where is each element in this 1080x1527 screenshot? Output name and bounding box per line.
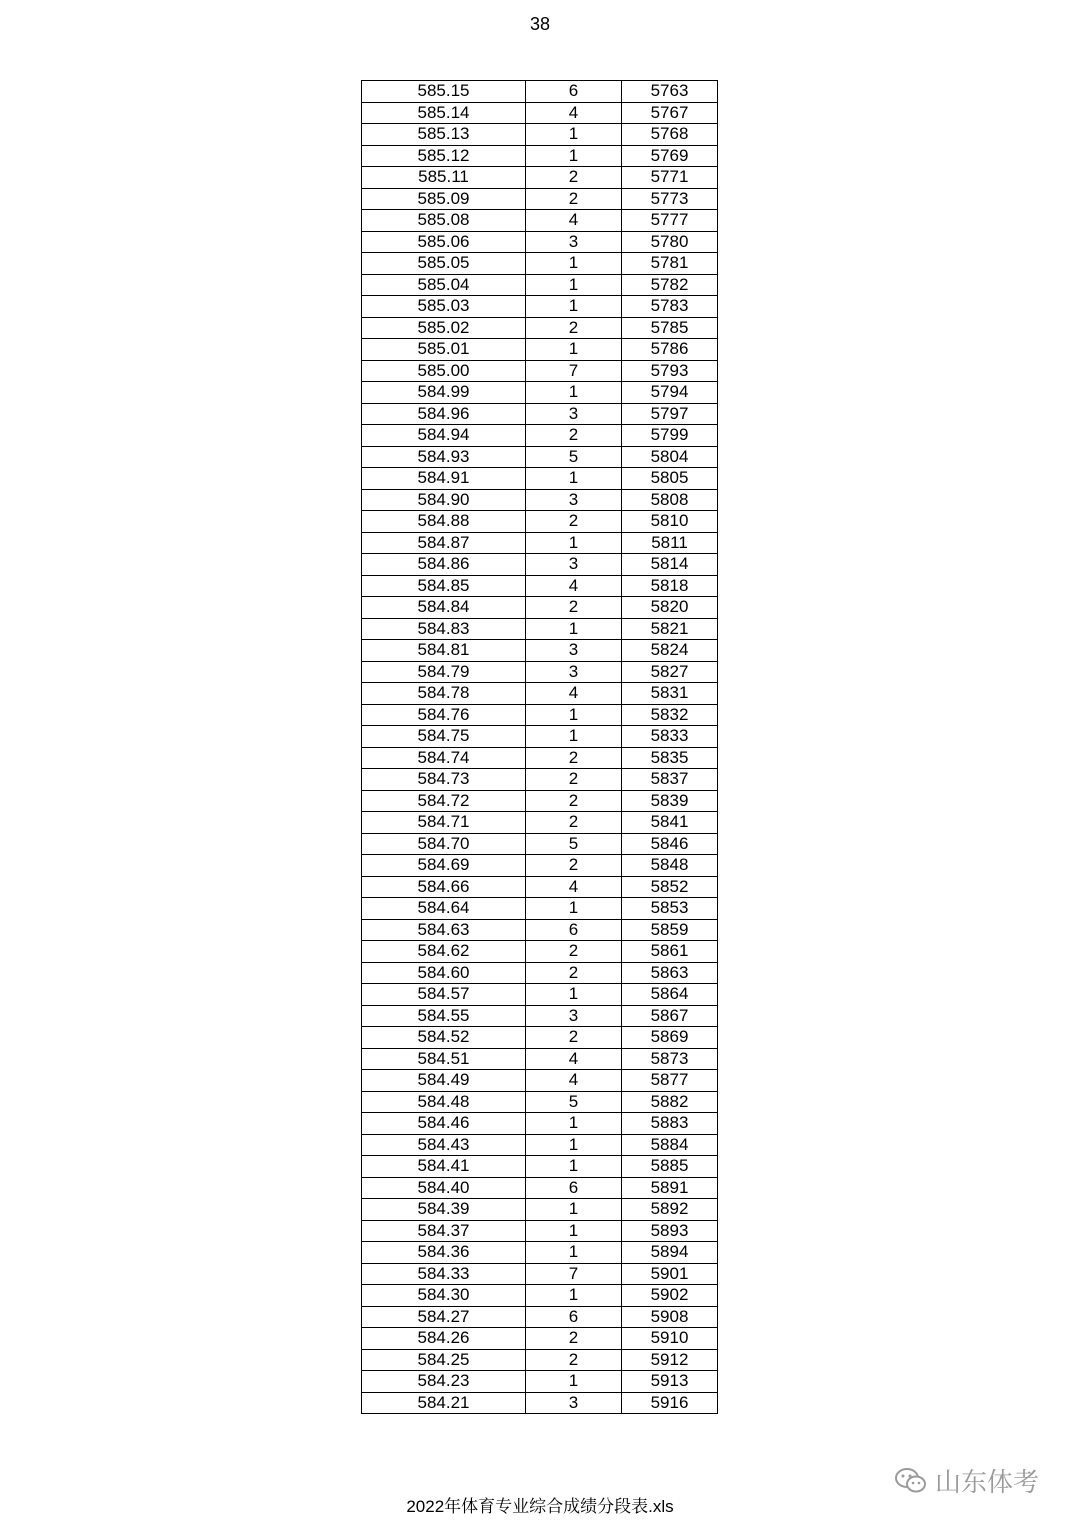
table-row [362,1156,718,1178]
count-cell: 6 [526,81,622,103]
table-row [362,360,718,382]
count-cell: 2 [526,425,622,447]
score-cell: 584.90 [362,489,526,511]
table-row [362,597,718,619]
count-cell: 4 [526,1048,622,1070]
score-cell: 585.06 [362,231,526,253]
cumulative-cell: 5853 [622,898,718,920]
table-row [362,511,718,533]
table-row [362,640,718,662]
count-cell: 2 [526,317,622,339]
count-cell: 2 [526,511,622,533]
score-cell: 584.72 [362,790,526,812]
table-row [362,855,718,877]
score-cell: 584.23 [362,1371,526,1393]
count-cell: 2 [526,941,622,963]
watermark-text: 山东体考 [935,1467,1040,1497]
cumulative-cell: 5894 [622,1242,718,1264]
count-cell: 1 [526,618,622,640]
cumulative-cell: 5846 [622,833,718,855]
count-cell: 1 [526,296,622,318]
count-cell: 2 [526,1027,622,1049]
cumulative-cell: 5864 [622,984,718,1006]
cumulative-cell: 5877 [622,1070,718,1092]
score-cell: 584.86 [362,554,526,576]
cumulative-cell: 5863 [622,962,718,984]
score-cell: 584.83 [362,618,526,640]
footer-filename: 2022年体育专业综合成绩分段表.xls [406,1497,674,1516]
table-row [362,124,718,146]
table-row [362,1027,718,1049]
count-cell: 3 [526,1005,622,1027]
count-cell: 1 [526,726,622,748]
table-row [362,145,718,167]
cumulative-cell: 5893 [622,1220,718,1242]
table-row [362,575,718,597]
cumulative-cell: 5859 [622,919,718,941]
score-cell: 585.15 [362,81,526,103]
table-body [362,81,718,1414]
cumulative-cell: 5782 [622,274,718,296]
cumulative-cell: 5848 [622,855,718,877]
count-cell: 4 [526,876,622,898]
score-cell: 584.27 [362,1306,526,1328]
cumulative-cell: 5832 [622,704,718,726]
score-cell: 585.02 [362,317,526,339]
count-cell: 1 [526,1242,622,1264]
count-cell: 1 [526,1220,622,1242]
score-cell: 584.78 [362,683,526,705]
cumulative-cell: 5810 [622,511,718,533]
table-row [362,1070,718,1092]
score-cell: 584.84 [362,597,526,619]
score-cell: 584.26 [362,1328,526,1350]
count-cell: 3 [526,661,622,683]
count-cell: 1 [526,1199,622,1221]
cumulative-cell: 5783 [622,296,718,318]
score-cell: 585.03 [362,296,526,318]
cumulative-cell: 5780 [622,231,718,253]
table-row [362,1048,718,1070]
table-row [362,1242,718,1264]
table-row [362,618,718,640]
cumulative-cell: 5852 [622,876,718,898]
count-cell: 3 [526,1392,622,1414]
count-cell: 3 [526,403,622,425]
cumulative-cell: 5768 [622,124,718,146]
cumulative-cell: 5824 [622,640,718,662]
score-cell: 584.30 [362,1285,526,1307]
score-cell: 584.37 [362,1220,526,1242]
table-row [362,1349,718,1371]
score-cell: 584.48 [362,1091,526,1113]
score-cell: 585.08 [362,210,526,232]
score-cell: 584.70 [362,833,526,855]
cumulative-cell: 5771 [622,167,718,189]
count-cell: 5 [526,833,622,855]
count-cell: 4 [526,575,622,597]
score-cell: 584.99 [362,382,526,404]
table-row [362,1091,718,1113]
table-row [362,941,718,963]
score-cell: 585.14 [362,102,526,124]
count-cell: 1 [526,1156,622,1178]
score-cell: 584.62 [362,941,526,963]
count-cell: 1 [526,339,622,361]
count-cell: 1 [526,704,622,726]
score-cell: 585.13 [362,124,526,146]
cumulative-cell: 5873 [622,1048,718,1070]
count-cell: 1 [526,984,622,1006]
table-row [362,833,718,855]
cumulative-cell: 5781 [622,253,718,275]
cumulative-cell: 5910 [622,1328,718,1350]
count-cell: 4 [526,102,622,124]
table-row [362,962,718,984]
score-cell: 584.88 [362,511,526,533]
cumulative-cell: 5804 [622,446,718,468]
score-cell: 584.91 [362,468,526,490]
score-cell: 584.93 [362,446,526,468]
cumulative-cell: 5808 [622,489,718,511]
table-row [362,1371,718,1393]
score-cell: 584.55 [362,1005,526,1027]
cumulative-cell: 5901 [622,1263,718,1285]
table-row [362,81,718,103]
table-row [362,446,718,468]
table-row [362,747,718,769]
table-row [362,296,718,318]
count-cell: 1 [526,1371,622,1393]
table-row [362,1263,718,1285]
score-cell: 584.71 [362,812,526,834]
score-cell: 585.04 [362,274,526,296]
count-cell: 6 [526,1177,622,1199]
score-cell: 584.36 [362,1242,526,1264]
count-cell: 1 [526,1134,622,1156]
count-cell: 4 [526,210,622,232]
score-cell: 585.05 [362,253,526,275]
cumulative-cell: 5831 [622,683,718,705]
wechat-icon [893,1466,929,1496]
cumulative-cell: 5833 [622,726,718,748]
table-row [362,253,718,275]
score-cell: 584.25 [362,1349,526,1371]
cumulative-cell: 5913 [622,1371,718,1393]
cumulative-cell: 5797 [622,403,718,425]
table-row [362,769,718,791]
score-cell: 584.41 [362,1156,526,1178]
table-row [362,1220,718,1242]
table-row [362,726,718,748]
score-cell: 584.63 [362,919,526,941]
cumulative-cell: 5785 [622,317,718,339]
cumulative-cell: 5827 [622,661,718,683]
table-row [362,683,718,705]
table-row [362,984,718,1006]
cumulative-cell: 5839 [622,790,718,812]
count-cell: 2 [526,790,622,812]
score-cell: 584.52 [362,1027,526,1049]
score-cell: 584.87 [362,532,526,554]
cumulative-cell: 5794 [622,382,718,404]
table-row [362,812,718,834]
count-cell: 2 [526,962,622,984]
score-cell: 585.11 [362,167,526,189]
count-cell: 4 [526,683,622,705]
table-row [362,102,718,124]
count-cell: 1 [526,124,622,146]
table-row [362,274,718,296]
score-cell: 584.57 [362,984,526,1006]
cumulative-cell: 5869 [622,1027,718,1049]
score-cell: 585.09 [362,188,526,210]
score-cell: 584.51 [362,1048,526,1070]
score-cell: 584.49 [362,1070,526,1092]
count-cell: 1 [526,382,622,404]
count-cell: 3 [526,489,622,511]
cumulative-cell: 5841 [622,812,718,834]
cumulative-cell: 5837 [622,769,718,791]
table-row [362,231,718,253]
cumulative-cell: 5882 [622,1091,718,1113]
cumulative-cell: 5835 [622,747,718,769]
score-cell: 585.01 [362,339,526,361]
table-row [362,1328,718,1350]
table-row [362,317,718,339]
count-cell: 2 [526,1349,622,1371]
score-cell: 584.40 [362,1177,526,1199]
cumulative-cell: 5891 [622,1177,718,1199]
count-cell: 2 [526,769,622,791]
cumulative-cell: 5805 [622,468,718,490]
cumulative-cell: 5892 [622,1199,718,1221]
count-cell: 2 [526,812,622,834]
table-row [362,1306,718,1328]
score-cell: 584.73 [362,769,526,791]
score-cell: 584.66 [362,876,526,898]
cumulative-cell: 5763 [622,81,718,103]
count-cell: 2 [526,1328,622,1350]
score-cell: 584.79 [362,661,526,683]
table-row [362,1199,718,1221]
cumulative-cell: 5902 [622,1285,718,1307]
table-row [362,532,718,554]
score-cell: 584.75 [362,726,526,748]
score-cell: 584.94 [362,425,526,447]
count-cell: 1 [526,274,622,296]
table-row [362,210,718,232]
cumulative-cell: 5818 [622,575,718,597]
score-cell: 584.69 [362,855,526,877]
cumulative-cell: 5861 [622,941,718,963]
count-cell: 4 [526,1070,622,1092]
table-row [362,1285,718,1307]
cumulative-cell: 5912 [622,1349,718,1371]
table-row [362,1113,718,1135]
table-row [362,1005,718,1027]
cumulative-cell: 5767 [622,102,718,124]
score-cell: 584.33 [362,1263,526,1285]
cumulative-cell: 5777 [622,210,718,232]
count-cell: 1 [526,253,622,275]
table-row [362,1177,718,1199]
score-cell: 584.60 [362,962,526,984]
score-cell: 585.00 [362,360,526,382]
cumulative-cell: 5883 [622,1113,718,1135]
cumulative-cell: 5799 [622,425,718,447]
score-cell: 585.12 [362,145,526,167]
count-cell: 7 [526,1263,622,1285]
cumulative-cell: 5773 [622,188,718,210]
score-cell: 584.81 [362,640,526,662]
count-cell: 6 [526,919,622,941]
cumulative-cell: 5769 [622,145,718,167]
score-cell: 584.76 [362,704,526,726]
table-row [362,167,718,189]
score-cell: 584.46 [362,1113,526,1135]
count-cell: 2 [526,855,622,877]
cumulative-cell: 5916 [622,1392,718,1414]
score-cell: 584.96 [362,403,526,425]
table-row [362,661,718,683]
score-cell: 584.21 [362,1392,526,1414]
count-cell: 2 [526,747,622,769]
table-row [362,382,718,404]
count-cell: 3 [526,554,622,576]
cumulative-cell: 5908 [622,1306,718,1328]
table-row [362,425,718,447]
table-row [362,898,718,920]
table-row [362,704,718,726]
count-cell: 1 [526,468,622,490]
count-cell: 5 [526,446,622,468]
table-row [362,339,718,361]
table-row [362,876,718,898]
cumulative-cell: 5811 [622,532,718,554]
score-cell: 584.43 [362,1134,526,1156]
count-cell: 6 [526,1306,622,1328]
table-row [362,554,718,576]
cumulative-cell: 5793 [622,360,718,382]
count-cell: 1 [526,1113,622,1135]
table-row [362,919,718,941]
count-cell: 5 [526,1091,622,1113]
count-cell: 3 [526,640,622,662]
count-cell: 7 [526,360,622,382]
count-cell: 3 [526,231,622,253]
table-row [362,403,718,425]
count-cell: 1 [526,532,622,554]
cumulative-cell: 5821 [622,618,718,640]
score-cell: 584.85 [362,575,526,597]
table-row [362,188,718,210]
count-cell: 1 [526,1285,622,1307]
score-cell: 584.39 [362,1199,526,1221]
count-cell: 2 [526,167,622,189]
table-row [362,1134,718,1156]
count-cell: 1 [526,898,622,920]
cumulative-cell: 5885 [622,1156,718,1178]
cumulative-cell: 5814 [622,554,718,576]
table-row [362,1392,718,1414]
score-distribution-table [361,80,718,1414]
page-number: 38 [529,14,551,34]
table-row [362,489,718,511]
cumulative-cell: 5786 [622,339,718,361]
count-cell: 2 [526,597,622,619]
score-cell: 584.74 [362,747,526,769]
score-cell: 584.64 [362,898,526,920]
cumulative-cell: 5867 [622,1005,718,1027]
table-row [362,790,718,812]
count-cell: 1 [526,145,622,167]
count-cell: 2 [526,188,622,210]
cumulative-cell: 5884 [622,1134,718,1156]
table-row [362,468,718,490]
cumulative-cell: 5820 [622,597,718,619]
